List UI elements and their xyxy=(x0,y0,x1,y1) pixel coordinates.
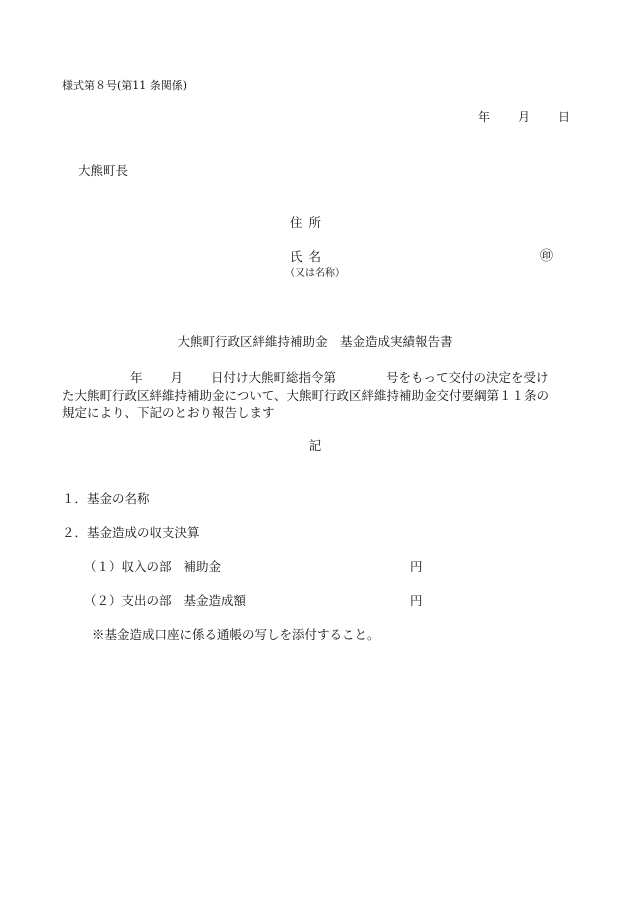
expense-item: 基金造成額 xyxy=(183,593,247,608)
date-month: 月 xyxy=(517,110,530,124)
body-paragraph xyxy=(62,369,582,422)
date-year: 年 xyxy=(477,110,490,124)
body-line-2: た大熊町行政区絆維持補助金について、大熊町行政区絆維持補助金交付要綱第１１条の xyxy=(62,387,550,403)
seal-mark: ㊞ xyxy=(540,249,554,264)
item-fund-name: １．基金の名称 xyxy=(62,491,150,506)
address-label: 住所 xyxy=(290,215,328,230)
body-month: 月 xyxy=(170,370,184,385)
expense-unit: 円 xyxy=(410,593,423,608)
date-line xyxy=(478,111,570,123)
body-line-1-a: 日付け大熊町総指令第 xyxy=(211,370,337,385)
body-year: 年 xyxy=(130,370,143,385)
body-line-1 xyxy=(62,369,582,387)
name-label: 氏名 xyxy=(290,249,328,264)
ki-heading: 記 xyxy=(308,438,322,453)
document-title: 大熊町行政区絆維持補助金 基金造成実績報告書 xyxy=(177,334,453,349)
income-item: 補助金 xyxy=(183,559,222,574)
form-number: 様式第８号(第11 条関係) xyxy=(62,79,188,92)
body-line-3: 規定により、下記のとおり報告します xyxy=(62,405,275,420)
date-day: 日 xyxy=(557,110,570,124)
income-label: （１）収入の部 xyxy=(84,559,172,574)
attachment-note: ※基金造成口座に係る通帳の写しを添付すること。 xyxy=(92,627,380,642)
income-row xyxy=(84,561,221,574)
expense-label: （２）支出の部 xyxy=(84,593,172,608)
item-settlement: ２．基金造成の収支決算 xyxy=(62,525,200,540)
name-note: （又は名称） xyxy=(285,268,345,279)
body-line-1-b: 号をもって交付の決定を受け xyxy=(386,370,549,385)
income-unit: 円 xyxy=(410,559,423,574)
expense-row xyxy=(84,595,246,608)
recipient: 大熊町長 xyxy=(78,163,129,178)
